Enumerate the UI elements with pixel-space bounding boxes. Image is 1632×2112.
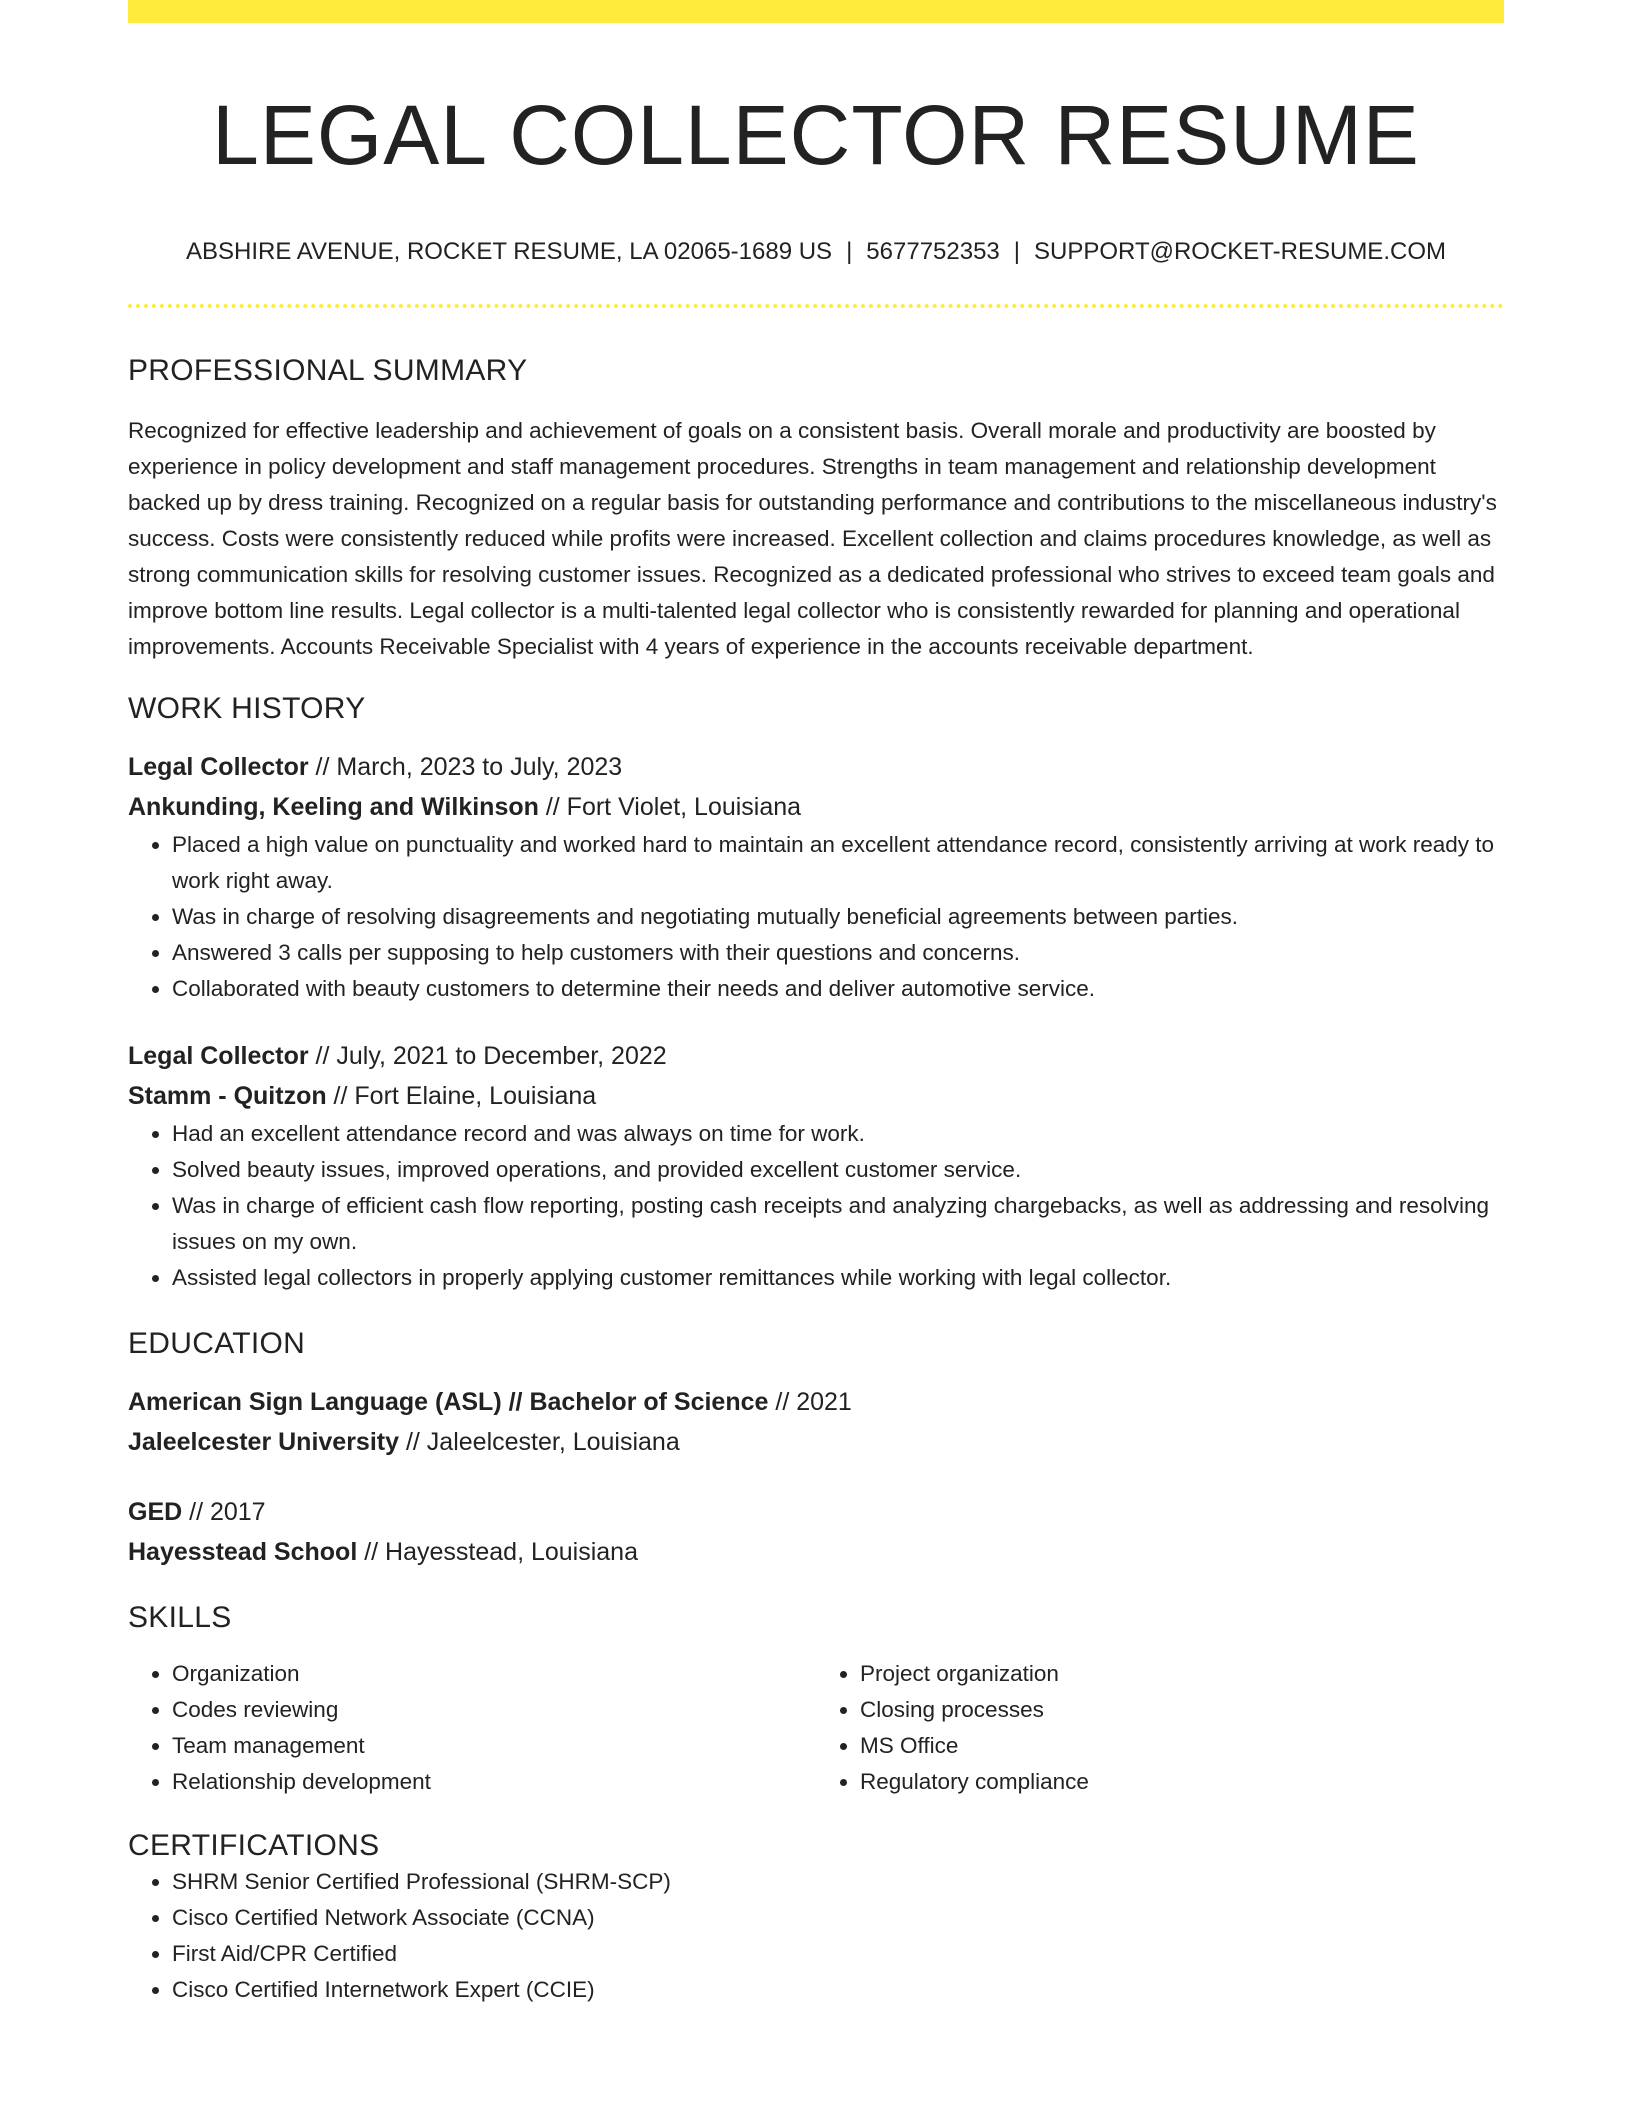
certifications-list [128, 1864, 1504, 2008]
education-location: // Hayesstead, Louisiana [357, 1538, 638, 1566]
job-title-line [128, 747, 1504, 787]
skills-heading: SKILLS [128, 1601, 232, 1634]
certifications-heading: CERTIFICATIONS [128, 1829, 380, 1862]
dotted-divider [128, 304, 1504, 308]
education-degree-line [128, 1382, 1504, 1422]
list-item: • Relationship development [172, 1764, 816, 1800]
list-item: • Regulatory compliance [860, 1764, 1504, 1800]
education-year: // 2017 [182, 1498, 266, 1526]
education-year: // 2021 [768, 1388, 852, 1416]
job-location: // Fort Violet, Louisiana [538, 793, 802, 821]
education-school: Hayesstead School [128, 1538, 358, 1566]
list-item: • SHRM Senior Certified Professional (SHRM-SCP) [172, 1864, 1504, 1900]
education-degree-line [128, 1492, 1504, 1532]
list-item: • MS Office [860, 1728, 1504, 1764]
skills-columns [128, 1656, 1504, 1800]
list-item: • Closing processes [860, 1692, 1504, 1728]
list-item: • Solved beauty issues, improved operations, and provided excellent customer service. [172, 1152, 1504, 1188]
job-role: Legal Collector [128, 1042, 309, 1070]
job-company: Ankunding, Keeling and Wilkinson [128, 793, 539, 821]
job-bullets [128, 1116, 1504, 1296]
education-entry [128, 1382, 1504, 1462]
job-dates: // July, 2021 to December, 2022 [308, 1042, 667, 1070]
job-title-line [128, 1036, 1504, 1076]
contact-separator: | [1013, 238, 1021, 265]
accent-bar [128, 0, 1504, 23]
education-location: // Jaleelcester, Louisiana [399, 1428, 680, 1456]
summary-heading: PROFESSIONAL SUMMARY [128, 354, 528, 387]
job-entry [128, 1036, 1504, 1296]
list-item: • Assisted legal collectors in properly applying customer remittances while working with legal collector. [172, 1260, 1504, 1296]
list-item: • First Aid/CPR Certified [172, 1936, 1504, 1972]
education-heading: EDUCATION [128, 1327, 306, 1360]
list-item: • Cisco Certified Network Associate (CCNA) [172, 1900, 1504, 1936]
list-item: • Was in charge of resolving disagreements and negotiating mutually beneficial agreements between parties. [172, 899, 1504, 935]
skills-list-left [128, 1656, 816, 1800]
job-location: // Fort Elaine, Louisiana [326, 1082, 597, 1110]
summary-text: Recognized for effective leadership and achievement of goals on a consistent basis. Overall morale and productivity are boosted by experience in policy development and staff management procedures. Strengths in team management and relationship development backed up by dress training. Recognized on a regular basis for outstanding performance and contributions to the miscellaneous industry's success. Costs were consistently reduced while profits were increased. Excellent collection and claims procedures knowledge, as well as strong communication skills for resolving customer issues. Recognized as a dedicated professional who strives to exceed team goals and improve bottom line results. Legal collector is a multi-talented legal collector who is consistently rewarded for planning and operational improvements. Accounts Receivable Specialist with 4 years of experience in the accounts receivable department. [128, 418, 1497, 659]
list-item: • Was in charge of efficient cash flow reporting, posting cash receipts and analyzing chargebacks, as well as addressing and resolving issues on my own. [172, 1188, 1504, 1260]
job-bullets [128, 827, 1504, 1007]
education-degree: GED [128, 1498, 183, 1526]
list-item: • Codes reviewing [172, 1692, 816, 1728]
list-item: • Team management [172, 1728, 816, 1764]
list-item: • Had an excellent attendance record and was always on time for work. [172, 1116, 1504, 1152]
resume-page [128, 0, 1504, 2008]
education-entry [128, 1492, 1504, 1572]
contact-line [128, 237, 1504, 267]
education-school-line [128, 1532, 1504, 1572]
contact-email: SUPPORT@ROCKET-RESUME.COM [1034, 238, 1446, 265]
list-item: • Cisco Certified Internetwork Expert (CCIE) [172, 1972, 1504, 2008]
list-item: • Organization [172, 1656, 816, 1692]
job-role: Legal Collector [128, 753, 309, 781]
resume-title: LEGAL COLLECTOR RESUME [212, 88, 1420, 182]
list-item: • Answered 3 calls per supposing to help customers with their questions and concerns. [172, 935, 1504, 971]
work-history-heading: WORK HISTORY [128, 692, 366, 725]
job-dates: // March, 2023 to July, 2023 [308, 753, 623, 781]
contact-address: ABSHIRE AVENUE, ROCKET RESUME, LA 02065-1689 US [186, 238, 833, 265]
education-degree: American Sign Language (ASL) // Bachelor of Science [128, 1388, 769, 1416]
job-company: Stamm - Quitzon [128, 1082, 327, 1110]
education-school-line [128, 1422, 1504, 1462]
job-entry [128, 747, 1504, 1007]
contact-phone: 5677752353 [866, 238, 1000, 265]
job-company-line [128, 787, 1504, 827]
list-item: • Placed a high value on punctuality and worked hard to maintain an excellent attendance record, consistently arriving at work ready to work right away. [172, 827, 1504, 899]
contact-separator: | [846, 238, 853, 265]
education-school: Jaleelcester University [128, 1428, 400, 1456]
list-item: • Collaborated with beauty customers to determine their needs and deliver automotive service. [172, 971, 1504, 1007]
skills-list-right [816, 1656, 1504, 1800]
job-company-line [128, 1076, 1504, 1116]
list-item: • Project organization [860, 1656, 1504, 1692]
